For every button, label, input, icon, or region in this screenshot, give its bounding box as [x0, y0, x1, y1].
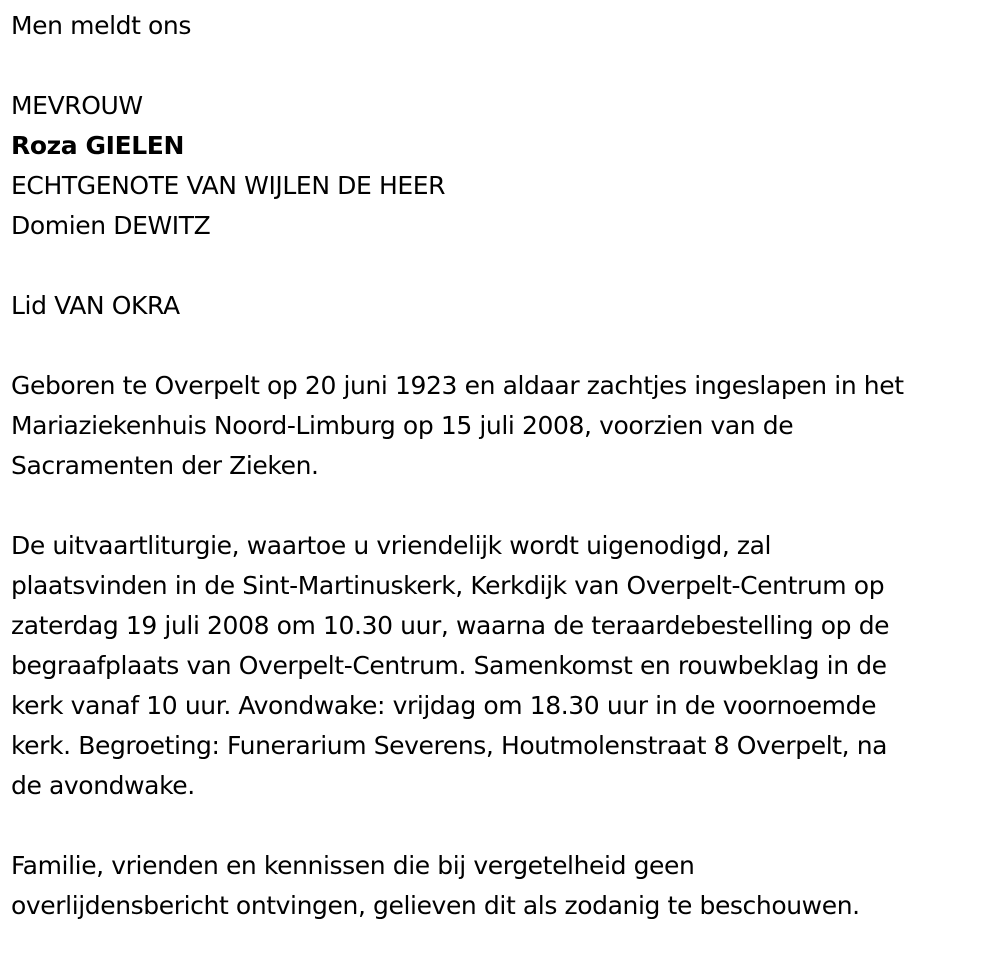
- spouse-name: Domien DEWITZ: [11, 211, 211, 240]
- spacer: [11, 46, 1000, 86]
- funeral-line: plaatsvinden in de Sint-Martinuskerk, Kerkdijk van Overpelt-Centrum op: [11, 571, 885, 600]
- funeral-line: de avondwake.: [11, 771, 195, 800]
- birth-line: Geboren te Overpelt op 20 juni 1923 en aldaar zachtjes ingeslapen in het: [11, 371, 904, 400]
- funeral-line: kerk vanaf 10 uur. Avondwake: vrijdag om 18.30 uur in de voornoemde: [11, 691, 877, 720]
- deceased-name: Roza GIELEN: [11, 131, 184, 160]
- birth-paragraph: [11, 366, 991, 486]
- spacer: [11, 486, 1000, 526]
- relation-text: ECHTGENOTE VAN WIJLEN DE HEER: [11, 171, 446, 200]
- funeral-line: De uitvaartliturgie, waartoe u vriendelijk wordt uigenodigd, zal: [11, 531, 772, 560]
- funeral-paragraph: [11, 526, 991, 806]
- birth-line: Sacramenten der Zieken.: [11, 451, 319, 480]
- funeral-line: begraafplaats van Overpelt-Centrum. Samenkomst en rouwbeklag in de: [11, 651, 887, 680]
- intro-text: Men meldt ons: [11, 11, 192, 40]
- closing-paragraph: [11, 846, 991, 926]
- closing-line: overlijdensbericht ontvingen, gelieven dit als zodanig te beschouwen.: [11, 891, 860, 920]
- funeral-line: kerk. Begroeting: Funerarium Severens, Houtmolenstraat 8 Overpelt, na: [11, 731, 888, 760]
- spacer: [11, 326, 1000, 366]
- title-text: MEVROUW: [11, 91, 143, 120]
- closing-line: Familie, vrienden en kennissen die bij vergetelheid geen: [11, 851, 695, 880]
- birth-line: Mariaziekenhuis Noord-Limburg op 15 juli 2008, voorzien van de: [11, 411, 794, 440]
- spacer: [11, 246, 1000, 286]
- spacer: [11, 806, 1000, 846]
- membership-text: Lid VAN OKRA: [11, 291, 180, 320]
- funeral-line: zaterdag 19 juli 2008 om 10.30 uur, waarna de teraardebestelling op de: [11, 611, 890, 640]
